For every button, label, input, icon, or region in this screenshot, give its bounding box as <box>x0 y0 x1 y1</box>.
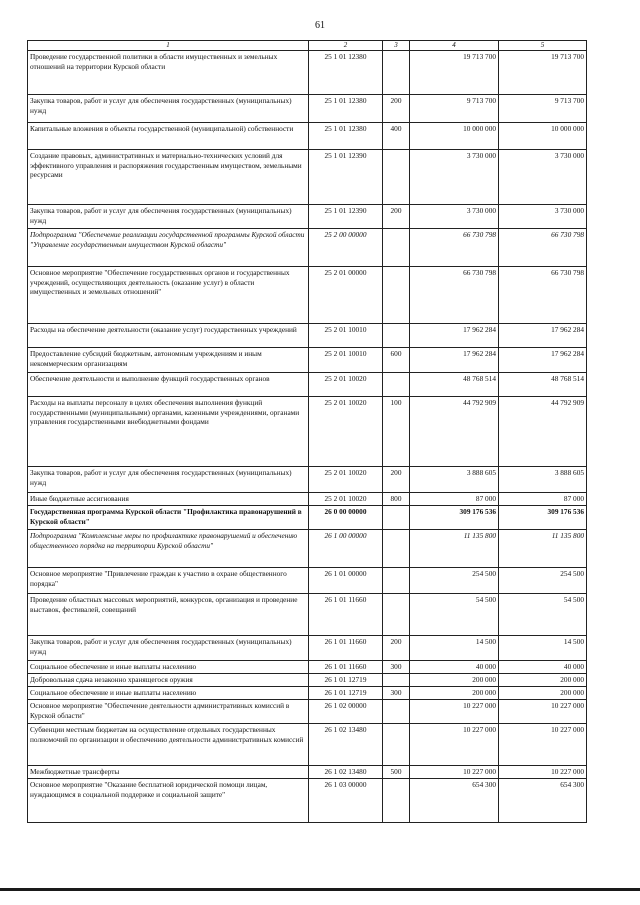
row-amount-cell: 40 000 <box>499 661 587 674</box>
row-amount-cell: 48 768 514 <box>499 373 587 397</box>
row-amount-cell: 3 730 000 <box>410 150 499 205</box>
row-expense-type-cell: 200 <box>383 636 410 661</box>
row-name-cell: Государственная программа Курской области "Профилактика правонарушений в Курской области" <box>28 506 309 530</box>
row-name-cell: Закупка товаров, работ и услуг для обеспечения государственных (муниципальных) нужд <box>28 205 309 229</box>
row-expense-type-cell: 800 <box>383 493 410 506</box>
row-amount-cell: 40 000 <box>410 661 499 674</box>
row-expense-type-cell: 300 <box>383 661 410 674</box>
row-expense-type-cell: 200 <box>383 95 410 123</box>
row-code-cell: 25 2 01 10020 <box>309 493 383 506</box>
row-amount-cell: 87 000 <box>410 493 499 506</box>
row-amount-cell: 10 000 000 <box>499 123 587 150</box>
row-amount-cell: 14 500 <box>410 636 499 661</box>
row-expense-type-cell <box>383 530 410 568</box>
row-expense-type-cell <box>383 51 410 95</box>
row-expense-type-cell <box>383 700 410 724</box>
row-code-cell: 25 2 01 10020 <box>309 373 383 397</box>
row-expense-type-cell: 600 <box>383 348 410 373</box>
header-col-3: 3 <box>383 41 410 51</box>
table-header-row <box>28 41 587 51</box>
row-amount-cell: 11 135 800 <box>410 530 499 568</box>
row-amount-cell: 14 500 <box>499 636 587 661</box>
row-name-cell: Основное мероприятие "Оказание бесплатной юридической помощи лицам, нуждающимся в социальной поддержке и социальной защите" <box>28 779 309 823</box>
row-amount-cell: 54 500 <box>410 594 499 636</box>
row-name-cell: Субвенции местным бюджетам на осуществление отдельных государственных полномочий по организации и обеспечению деятельности административных комиссий <box>28 724 309 766</box>
header-col-4: 4 <box>410 41 499 51</box>
table-row <box>28 674 587 687</box>
row-code-cell: 25 1 01 12380 <box>309 123 383 150</box>
table-row <box>28 229 587 267</box>
row-amount-cell: 48 768 514 <box>410 373 499 397</box>
table-row <box>28 530 587 568</box>
row-amount-cell: 10 227 000 <box>410 724 499 766</box>
row-code-cell: 25 2 01 00000 <box>309 267 383 324</box>
row-amount-cell: 3 730 000 <box>410 205 499 229</box>
row-expense-type-cell <box>383 674 410 687</box>
row-name-cell: Проведение государственной политики в области имущественных и земельных отношений на территории Курской области <box>28 51 309 95</box>
row-amount-cell: 66 730 798 <box>499 267 587 324</box>
row-expense-type-cell <box>383 150 410 205</box>
table-row <box>28 51 587 95</box>
row-expense-type-cell <box>383 779 410 823</box>
row-amount-cell: 10 227 000 <box>410 700 499 724</box>
row-name-cell: Расходы на обеспечение деятельности (оказание услуг) государственных учреждений <box>28 324 309 348</box>
row-code-cell: 25 1 01 12390 <box>309 205 383 229</box>
row-amount-cell: 44 792 909 <box>410 397 499 467</box>
row-name-cell: Капитальные вложения в объекты государственной (муниципальной) собственности <box>28 123 309 150</box>
row-code-cell: 25 1 01 12380 <box>309 51 383 95</box>
row-code-cell: 25 1 01 12390 <box>309 150 383 205</box>
row-expense-type-cell <box>383 568 410 594</box>
row-amount-cell: 654 300 <box>410 779 499 823</box>
table-row <box>28 267 587 324</box>
row-name-cell: Основное мероприятие "Обеспечение государственных органов и государственных учреждений, осуществляющих деятельность (оказание услуг) в области имущественных и земельных отношений" <box>28 267 309 324</box>
table-row <box>28 397 587 467</box>
table-row <box>28 506 587 530</box>
row-code-cell: 25 2 01 10020 <box>309 467 383 493</box>
table-row <box>28 700 587 724</box>
row-expense-type-cell <box>383 229 410 267</box>
page-number: 61 <box>315 20 325 31</box>
row-expense-type-cell <box>383 724 410 766</box>
header-col-2: 2 <box>309 41 383 51</box>
row-code-cell: 26 1 02 13480 <box>309 724 383 766</box>
header-col-1: 1 <box>28 41 309 51</box>
row-code-cell: 26 1 01 12719 <box>309 674 383 687</box>
row-code-cell: 26 1 02 00000 <box>309 700 383 724</box>
row-code-cell: 26 1 01 11660 <box>309 661 383 674</box>
row-code-cell: 26 1 01 00000 <box>309 568 383 594</box>
row-name-cell: Закупка товаров, работ и услуг для обеспечения государственных (муниципальных) нужд <box>28 467 309 493</box>
table-row <box>28 568 587 594</box>
row-expense-type-cell: 200 <box>383 205 410 229</box>
row-expense-type-cell <box>383 506 410 530</box>
row-name-cell: Социальное обеспечение и иные выплаты населению <box>28 687 309 700</box>
row-name-cell: Подпрограмма "Обеспечение реализации государственной программы Курской области "Управление государственным имуществом Курской области" <box>28 229 309 267</box>
row-name-cell: Проведение областных массовых мероприятий, конкурсов, организация и проведение выставок, фестивалей, совещаний <box>28 594 309 636</box>
row-amount-cell: 10 227 000 <box>499 700 587 724</box>
row-code-cell: 25 2 01 10010 <box>309 324 383 348</box>
row-amount-cell: 254 500 <box>499 568 587 594</box>
row-name-cell: Добровольная сдача незаконно хранящегося оружия <box>28 674 309 687</box>
table-row <box>28 324 587 348</box>
table-row <box>28 636 587 661</box>
table-row <box>28 594 587 636</box>
row-name-cell: Обеспечение деятельности и выполнение функций государственных органов <box>28 373 309 397</box>
table-row <box>28 150 587 205</box>
page-bottom-rule <box>0 888 640 891</box>
row-code-cell: 25 2 01 10010 <box>309 348 383 373</box>
row-amount-cell: 3 730 000 <box>499 205 587 229</box>
row-amount-cell: 19 713 700 <box>499 51 587 95</box>
row-amount-cell: 200 000 <box>410 674 499 687</box>
row-code-cell: 26 1 00 00000 <box>309 530 383 568</box>
row-amount-cell: 200 000 <box>410 687 499 700</box>
row-code-cell: 25 1 01 12380 <box>309 95 383 123</box>
row-amount-cell: 9 713 700 <box>410 95 499 123</box>
row-amount-cell: 54 500 <box>499 594 587 636</box>
row-amount-cell: 19 713 700 <box>410 51 499 95</box>
row-code-cell: 26 1 03 00000 <box>309 779 383 823</box>
row-code-cell: 26 1 02 13480 <box>309 766 383 779</box>
row-name-cell: Закупка товаров, работ и услуг для обеспечения государственных (муниципальных) нужд <box>28 636 309 661</box>
row-expense-type-cell: 200 <box>383 467 410 493</box>
row-code-cell: 26 0 00 00000 <box>309 506 383 530</box>
table-body <box>28 51 587 823</box>
row-amount-cell: 200 000 <box>499 674 587 687</box>
table-row <box>28 779 587 823</box>
row-amount-cell: 17 962 284 <box>410 324 499 348</box>
row-expense-type-cell <box>383 594 410 636</box>
row-amount-cell: 200 000 <box>499 687 587 700</box>
row-expense-type-cell <box>383 267 410 324</box>
row-name-cell: Иные бюджетные ассигнования <box>28 493 309 506</box>
row-name-cell: Основное мероприятие "Привлечение граждан к участию в охране общественного порядка" <box>28 568 309 594</box>
row-amount-cell: 17 962 284 <box>499 348 587 373</box>
row-name-cell: Расходы на выплаты персоналу в целях обеспечения выполнения функций государственными (муниципальными) органами, казенными учреждениями, органами управления государственными внебюджетными фондами <box>28 397 309 467</box>
row-amount-cell: 9 713 700 <box>499 95 587 123</box>
row-expense-type-cell: 500 <box>383 766 410 779</box>
row-expense-type-cell <box>383 373 410 397</box>
table-row <box>28 493 587 506</box>
row-amount-cell: 309 176 536 <box>410 506 499 530</box>
row-code-cell: 25 2 01 10020 <box>309 397 383 467</box>
row-amount-cell: 66 730 798 <box>499 229 587 267</box>
row-name-cell: Предоставление субсидий бюджетным, автономным учреждениям и иным некоммерческим организациям <box>28 348 309 373</box>
row-amount-cell: 10 227 000 <box>499 766 587 779</box>
row-name-cell: Подпрограмма "Комплексные меры по профилактике правонарушений и обеспечению общественного порядка на территории Курской области" <box>28 530 309 568</box>
row-expense-type-cell: 100 <box>383 397 410 467</box>
row-code-cell: 26 1 01 11660 <box>309 636 383 661</box>
row-amount-cell: 44 792 909 <box>499 397 587 467</box>
table-row <box>28 467 587 493</box>
row-expense-type-cell: 400 <box>383 123 410 150</box>
table-row <box>28 766 587 779</box>
row-name-cell: Закупка товаров, работ и услуг для обеспечения государственных (муниципальных) нужд <box>28 95 309 123</box>
row-amount-cell: 17 962 284 <box>410 348 499 373</box>
row-amount-cell: 66 730 798 <box>410 267 499 324</box>
row-amount-cell: 654 300 <box>499 779 587 823</box>
row-amount-cell: 11 135 800 <box>499 530 587 568</box>
row-name-cell: Межбюджетные трансферты <box>28 766 309 779</box>
row-code-cell: 26 1 01 11660 <box>309 594 383 636</box>
row-amount-cell: 10 000 000 <box>410 123 499 150</box>
budget-table <box>27 40 587 823</box>
row-name-cell: Социальное обеспечение и иные выплаты населению <box>28 661 309 674</box>
row-amount-cell: 10 227 000 <box>410 766 499 779</box>
row-code-cell: 26 1 01 12719 <box>309 687 383 700</box>
table-row <box>28 724 587 766</box>
row-amount-cell: 66 730 798 <box>410 229 499 267</box>
table-row <box>28 373 587 397</box>
row-amount-cell: 17 962 284 <box>499 324 587 348</box>
row-amount-cell: 3 888 605 <box>410 467 499 493</box>
row-amount-cell: 10 227 000 <box>499 724 587 766</box>
row-amount-cell: 3 888 605 <box>499 467 587 493</box>
table-row <box>28 348 587 373</box>
table-row <box>28 687 587 700</box>
row-name-cell: Основное мероприятие "Обеспечение деятельности административных комиссий в Курской области" <box>28 700 309 724</box>
table-row <box>28 661 587 674</box>
table-row <box>28 95 587 123</box>
header-col-5: 5 <box>499 41 587 51</box>
table-row <box>28 205 587 229</box>
row-amount-cell: 87 000 <box>499 493 587 506</box>
row-amount-cell: 254 500 <box>410 568 499 594</box>
row-amount-cell: 3 730 000 <box>499 150 587 205</box>
row-expense-type-cell <box>383 324 410 348</box>
row-code-cell: 25 2 00 00000 <box>309 229 383 267</box>
row-amount-cell: 309 176 536 <box>499 506 587 530</box>
row-expense-type-cell: 300 <box>383 687 410 700</box>
row-name-cell: Создание правовых, административных и материально-технических условий для эффективного управления и распоряжения государственным имуществом, земельными ресурсами <box>28 150 309 205</box>
table-row <box>28 123 587 150</box>
